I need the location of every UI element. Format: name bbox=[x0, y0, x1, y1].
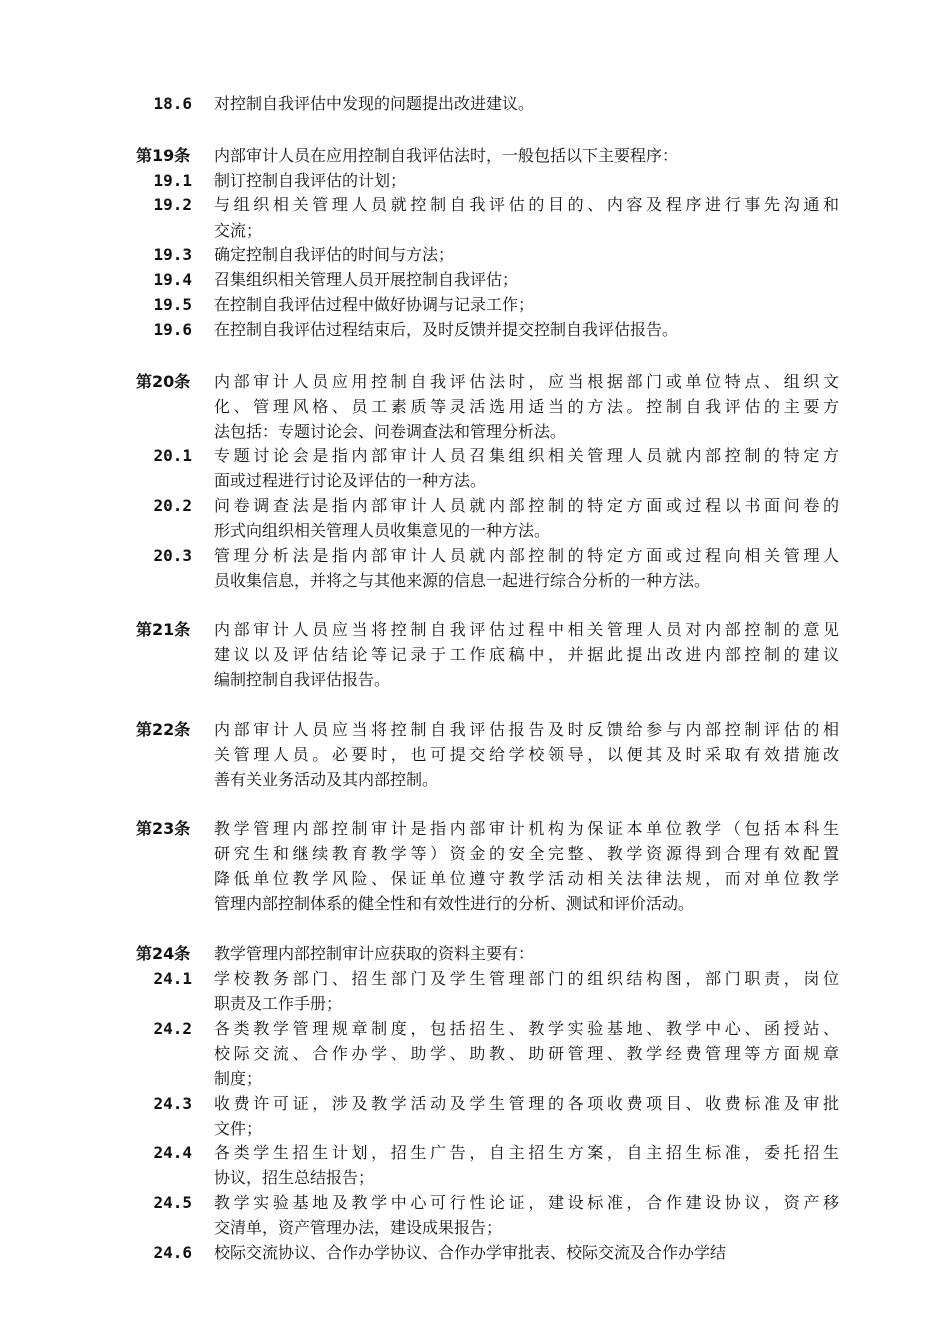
article-number: 第22条 bbox=[136, 720, 191, 739]
text-line bbox=[0, 991, 950, 1017]
text-line bbox=[0, 1041, 950, 1067]
text-line bbox=[0, 617, 950, 643]
paragraph-text: 管理分析法是指内部审计人员就内部控制的特定方面或过程向相关管理人 bbox=[214, 546, 839, 565]
text-line bbox=[0, 369, 950, 395]
text-line bbox=[0, 91, 950, 117]
text-line bbox=[0, 1215, 950, 1241]
clause-number: 24.5 bbox=[153, 1193, 192, 1212]
text-line bbox=[0, 1091, 950, 1117]
text-line bbox=[0, 1116, 950, 1142]
text-line bbox=[0, 1066, 950, 1092]
text-line bbox=[0, 242, 950, 268]
paragraph-text: 制度； bbox=[214, 1069, 263, 1088]
article-number: 第24条 bbox=[136, 944, 191, 963]
paragraph-text: 内部审计人员应用控制自我评估法时，应当根据部门或单位特点、组织文 bbox=[214, 372, 839, 391]
paragraph-text: 员收集信息，并将之与其他来源的信息一起进行综合分析的一种方法。 bbox=[214, 571, 711, 590]
paragraph-text: 化、管理风格、员工素质等灵活选用适当的方法。控制自我评估的主要方 bbox=[214, 397, 839, 416]
article-number: 第21条 bbox=[136, 620, 191, 639]
paragraph-text: 交流； bbox=[214, 221, 263, 240]
paragraph-text: 教学实验基地及教学中心可行性论证，建设标准，合作建设协议，资产移 bbox=[214, 1193, 839, 1212]
clause-number: 18.6 bbox=[153, 94, 192, 113]
paragraph-text: 编制控制自我评估报告。 bbox=[214, 670, 391, 689]
clause-number: 19.2 bbox=[153, 195, 192, 214]
text-line bbox=[0, 394, 950, 420]
paragraph-text: 协议，招生总结报告； bbox=[214, 1168, 375, 1187]
clause-number: 19.5 bbox=[153, 295, 192, 314]
clause-number: 19.3 bbox=[153, 245, 192, 264]
clause-number: 24.2 bbox=[153, 1019, 192, 1038]
text-line bbox=[0, 518, 950, 544]
paragraph-text: 内部审计人员在应用控制自我评估法时，一般包括以下主要程序： bbox=[214, 146, 679, 165]
text-line bbox=[0, 767, 950, 793]
clause-number: 20.1 bbox=[153, 446, 192, 465]
paragraph-text: 教学管理内部控制审计是指内部审计机构为保证本单位教学（包括本科生 bbox=[214, 819, 839, 838]
text-line bbox=[0, 841, 950, 867]
paragraph-text: 内部审计人员应当将控制自我评估过程中相关管理人员对内部控制的意见 bbox=[214, 620, 839, 639]
paragraph-text: 制订控制自我评估的计划； bbox=[214, 171, 407, 190]
clause-number: 24.3 bbox=[153, 1094, 192, 1113]
article-number: 第19条 bbox=[136, 146, 191, 165]
clause-number: 24.6 bbox=[153, 1243, 192, 1262]
paragraph-text: 各类教学管理规章制度，包括招生、教学实验基地、教学中心、函授站、 bbox=[214, 1019, 839, 1038]
text-line bbox=[0, 1140, 950, 1166]
paragraph-text: 召集组织相关管理人员开展控制自我评估； bbox=[214, 270, 519, 289]
text-line bbox=[0, 192, 950, 218]
paragraph-text: 建议以及评估结论等记录于工作底稿中，并据此提出改进内部控制的建议 bbox=[214, 645, 839, 664]
text-line bbox=[0, 717, 950, 743]
paragraph-text: 对控制自我评估中发现的问题提出改进建议。 bbox=[214, 94, 535, 113]
clause-number: 19.6 bbox=[153, 320, 192, 339]
paragraph-text: 研究生和继续教育教学等）资金的安全完整、教学资源得到合理有效配置 bbox=[214, 844, 839, 863]
clause-number: 20.3 bbox=[153, 546, 192, 565]
paragraph-text: 管理内部控制体系的健全性和有效性进行的分析、测试和评价活动。 bbox=[214, 894, 695, 913]
paragraph-text: 校际交流协议、合作办学协议、合作办学审批表、校际交流及合作办学结 bbox=[214, 1243, 727, 1262]
clause-number: 20.2 bbox=[153, 496, 192, 515]
paragraph-text: 在控制自我评估过程结束后，及时反馈并提交控制自我评估报告。 bbox=[214, 320, 679, 339]
article-number: 第23条 bbox=[136, 819, 191, 838]
text-line bbox=[0, 1190, 950, 1216]
paragraph-text: 内部审计人员应当将控制自我评估报告及时反馈给参与内部控制评估的相 bbox=[214, 720, 839, 739]
paragraph-text: 面或过程进行讨论及评估的一种方法。 bbox=[214, 471, 487, 490]
text-line bbox=[0, 168, 950, 194]
text-line bbox=[0, 891, 950, 917]
paragraph-text: 学校教务部门、招生部门及学生管理部门的组织结构图，部门职责，岗位 bbox=[214, 969, 839, 988]
text-line bbox=[0, 642, 950, 668]
paragraph-text: 与组织相关管理人员就控制自我评估的目的、内容及程序进行事先沟通和 bbox=[214, 195, 839, 214]
clause-number: 19.1 bbox=[153, 171, 192, 190]
text-line bbox=[0, 866, 950, 892]
article-number: 第20条 bbox=[136, 372, 191, 391]
text-line bbox=[0, 667, 950, 693]
paragraph-text: 交清单，资产管理办法，建设成果报告； bbox=[214, 1218, 503, 1237]
paragraph-text: 在控制自我评估过程中做好协调与记录工作； bbox=[214, 295, 535, 314]
paragraph-text: 各类学生招生计划，招生广告，自主招生方案，自主招生标准，委托招生 bbox=[214, 1143, 839, 1162]
paragraph-text: 确定控制自我评估的时间与方法； bbox=[214, 245, 455, 264]
text-line bbox=[0, 966, 950, 992]
paragraph-text: 专题讨论会是指内部审计人员召集组织相关管理人员就内部控制的特定方 bbox=[214, 446, 839, 465]
text-line bbox=[0, 292, 950, 318]
paragraph-text: 文件； bbox=[214, 1119, 263, 1138]
text-line bbox=[0, 568, 950, 594]
paragraph-text: 校际交流、合作办学、助学、助教、助研管理、教学经费管理等方面规章 bbox=[214, 1044, 839, 1063]
text-line bbox=[0, 419, 950, 445]
text-line bbox=[0, 1240, 950, 1266]
paragraph-text: 关管理人员。必要时，也可提交给学校领导，以便其及时采取有效措施改 bbox=[214, 745, 839, 764]
text-line bbox=[0, 543, 950, 569]
text-line bbox=[0, 443, 950, 469]
text-line bbox=[0, 143, 950, 169]
text-line bbox=[0, 1016, 950, 1042]
text-line bbox=[0, 742, 950, 768]
clause-number: 24.4 bbox=[153, 1143, 192, 1162]
text-line bbox=[0, 218, 950, 244]
text-line bbox=[0, 493, 950, 519]
paragraph-text: 法包括：专题讨论会、问卷调查法和管理分析法。 bbox=[214, 422, 567, 441]
paragraph-text: 善有关业务活动及其内部控制。 bbox=[214, 770, 439, 789]
text-line bbox=[0, 267, 950, 293]
paragraph-text: 形式向组织相关管理人员收集意见的一种方法。 bbox=[214, 521, 551, 540]
text-line bbox=[0, 317, 950, 343]
paragraph-text: 收费许可证，涉及教学活动及学生管理的各项收费项目、收费标准及审批 bbox=[214, 1094, 839, 1113]
text-line bbox=[0, 468, 950, 494]
text-line bbox=[0, 941, 950, 967]
paragraph-text: 降低单位教学风险、保证单位遵守教学活动相关法律法规，而对单位教学 bbox=[214, 869, 839, 888]
text-line bbox=[0, 816, 950, 842]
clause-number: 19.4 bbox=[153, 270, 192, 289]
paragraph-text: 教学管理内部控制审计应获取的资料主要有： bbox=[214, 944, 535, 963]
paragraph-text: 问卷调查法是指内部审计人员就内部控制的特定方面或过程以书面问卷的 bbox=[214, 496, 839, 515]
paragraph-text: 职责及工作手册； bbox=[214, 994, 343, 1013]
text-line bbox=[0, 1165, 950, 1191]
clause-number: 24.1 bbox=[153, 969, 192, 988]
